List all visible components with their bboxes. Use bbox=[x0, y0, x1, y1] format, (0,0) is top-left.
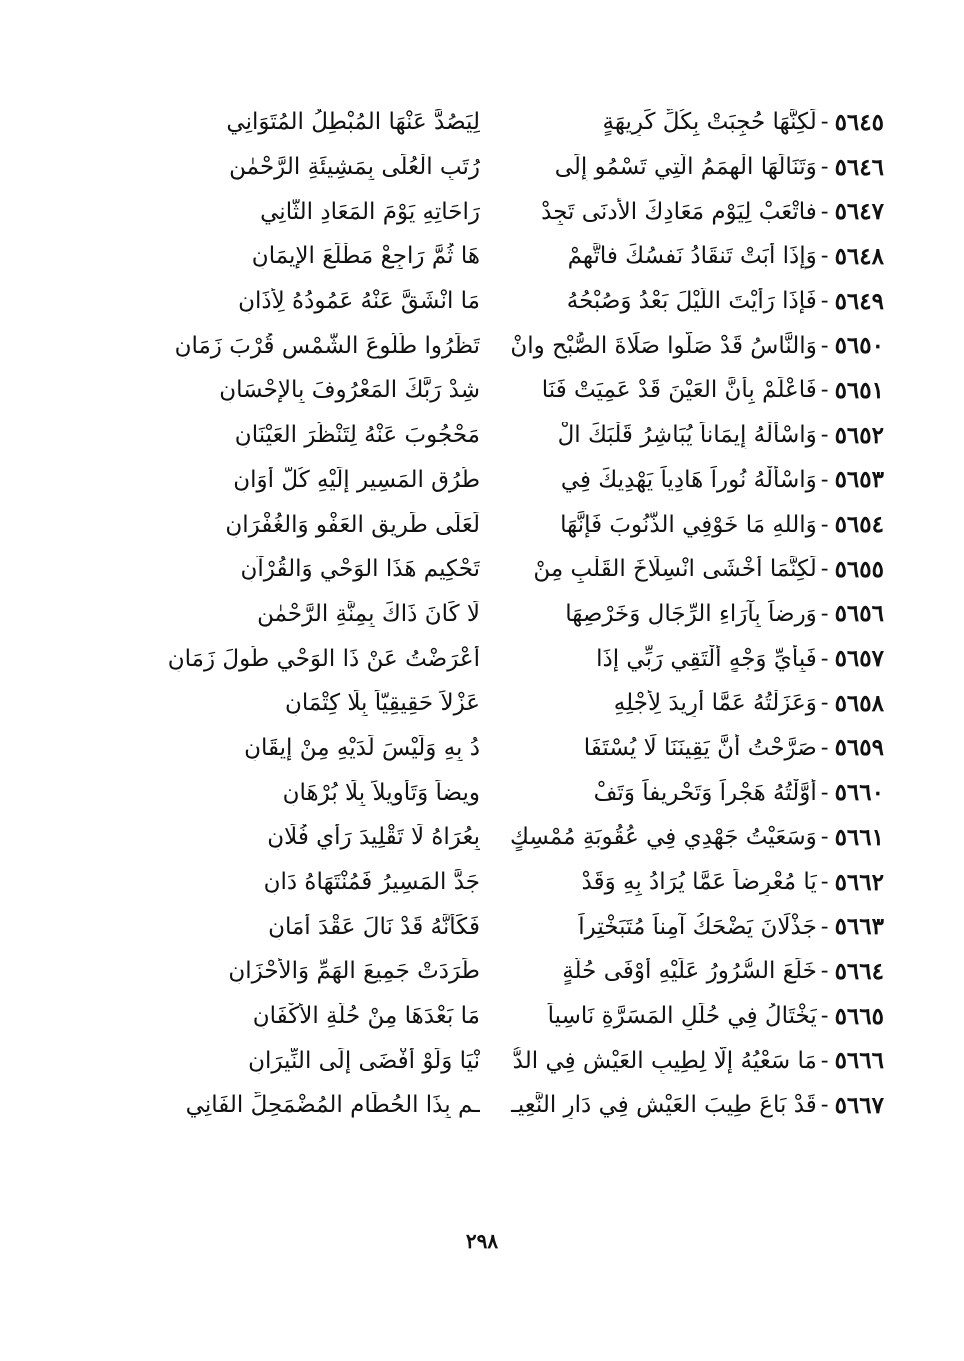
verse-row bbox=[80, 681, 884, 726]
verse-first-hemistich-text: وَإِذَا أَبَتْ تَنقَادُ نَفسُكَ فاتَّهِمْ bbox=[567, 243, 817, 270]
verse-row bbox=[80, 636, 884, 681]
verse-row bbox=[80, 860, 884, 905]
verse-second-hemistich: تَحْكِيمِ هَذَا الوَحْيِ وَالقُرْآنِ bbox=[240, 556, 480, 583]
verse-number: ٥٦٥٥ bbox=[834, 555, 884, 583]
verse-first-hemistich-text: وَالنَّاسُ قَدْ صَلَّوا صَلَاةَ الصُّبْحِ وانْ bbox=[510, 332, 817, 359]
verse-number: ٥٦٦١ bbox=[834, 823, 884, 851]
verse-second-hemistich: وِيضاً وَتَأْوِيلاً بِلَا بُرْهَانِ bbox=[282, 779, 480, 806]
verse-number-dash: - bbox=[820, 600, 829, 627]
verse-row bbox=[80, 592, 884, 637]
verse-number: ٥٦٥٣ bbox=[834, 466, 884, 494]
verse-number: ٥٦٥٦ bbox=[834, 600, 884, 628]
verse-row bbox=[80, 502, 884, 547]
verse-number: ٥٦٦٢ bbox=[834, 868, 884, 896]
verse-second-hemistich: مَا بَعْدَهَا مِنْ حُلَّةِ الأَكْفَانِ bbox=[252, 1003, 480, 1030]
verse-first-hemistich bbox=[480, 1092, 884, 1119]
verse-second-hemistich: هَا ثُمَّ رَاجِعْ مَطْلَعَ الإِيمَانِ bbox=[251, 243, 480, 270]
verse-row bbox=[80, 458, 884, 503]
verse-first-hemistich-text: يَخْتَالُ فِي حُلَلِ المَسَرَّةِ نَاسِياً bbox=[547, 1003, 817, 1030]
verse-number: ٥٦٥١ bbox=[834, 376, 884, 404]
verse-second-hemistich: لَعَلَى طَرِيقِ العَفْوِ وَالغُفْرَانِ bbox=[225, 511, 480, 538]
verse-row bbox=[80, 279, 884, 324]
verse-number: ٥٦٥٤ bbox=[834, 511, 884, 539]
verse-first-hemistich-text: جَذْلَانَ يَضْحَكُ آمِناً مُتَبَخْتِراً bbox=[578, 913, 817, 940]
verse-number-dash: - bbox=[820, 198, 829, 225]
verse-first-hemistich bbox=[480, 466, 884, 493]
verse-row bbox=[80, 994, 884, 1039]
verse-number: ٥٦٥٢ bbox=[834, 421, 884, 449]
verse-first-hemistich-text: لَكِنَّمَا أَخْشَى انْسِلَاخَ القَلْبِ مِنْ bbox=[533, 556, 817, 583]
verse-first-hemistich bbox=[480, 556, 884, 583]
verse-first-hemistich-text: وَعَزَلْتُهُ عَمَّا أُرِيدَ لِأَجْلِهِ bbox=[613, 690, 817, 717]
verse-first-hemistich-text: وَتَنَالَهَا الْهِمَمُ الَّتِي تَسْمُو إِلَى bbox=[554, 154, 817, 181]
verse-number-dash: - bbox=[820, 958, 829, 985]
verse-number-dash: - bbox=[820, 1092, 829, 1119]
verse-number: ٥٦٤٥ bbox=[834, 108, 884, 136]
verse-number: ٥٦٦٠ bbox=[834, 779, 884, 807]
verse-row bbox=[80, 413, 884, 458]
verse-row bbox=[80, 949, 884, 994]
verse-number-dash: - bbox=[820, 869, 829, 896]
verse-first-hemistich-text: فَاعْلَمْ بِأَنَّ العَيْنَ قَدْ عَمِيَتْ فَنَا bbox=[541, 377, 817, 404]
verse-first-hemistich-text: فَبِأَيِّ وَجْهٍ أَلْتَقِي رَبِّي إِذَا bbox=[596, 645, 817, 672]
verse-number-dash: - bbox=[820, 645, 829, 672]
verse-row bbox=[80, 145, 884, 190]
verse-first-hemistich bbox=[480, 913, 884, 940]
verse-number-dash: - bbox=[820, 734, 829, 761]
verse-number-dash: - bbox=[820, 779, 829, 806]
verse-first-hemistich bbox=[480, 332, 884, 359]
verse-number: ٥٦٤٧ bbox=[834, 198, 884, 226]
verse-number-dash: - bbox=[820, 466, 829, 493]
verse-row bbox=[80, 1083, 884, 1128]
verse-number: ٥٦٦٥ bbox=[834, 1002, 884, 1030]
verse-row bbox=[80, 547, 884, 592]
verse-first-hemistich-text: يَا مُعْرِضاً عَمَّا يُرَادُ بِهِ وَقَدْ bbox=[581, 869, 817, 896]
verse-row bbox=[80, 770, 884, 815]
verse-number: ٥٦٦٧ bbox=[834, 1091, 884, 1119]
verse-second-hemistich: أَعْرَضْتُ عَنْ ذَا الوَحْيِ طُولَ زَمَانِ bbox=[167, 645, 480, 672]
verse-row bbox=[80, 323, 884, 368]
verse-number-dash: - bbox=[820, 243, 829, 270]
verse-number-dash: - bbox=[820, 690, 829, 717]
verse-second-hemistich: عَزْلاً حَقِيقِيّاً بِلَا كِتْمَانِ bbox=[284, 690, 480, 717]
verse-second-hemistich: لِيَصُدَّ عَنْهَا المُبْطِلُ المُتَوَانِي bbox=[226, 109, 480, 136]
verse-first-hemistich bbox=[480, 734, 884, 761]
verse-number-dash: - bbox=[820, 1003, 829, 1030]
verse-number: ٥٦٦٤ bbox=[834, 957, 884, 985]
verse-first-hemistich bbox=[480, 869, 884, 896]
verse-row bbox=[80, 904, 884, 949]
verse-second-hemistich: تَظَرُوا طُلُوعَ الشَّمْسِ قُرْبَ زَمَانِ bbox=[174, 332, 480, 359]
verse-first-hemistich-text: فَإِذَا رَأَيْتَ اللَّيْلَ بَعْدُ وَصُبْحُهُ bbox=[566, 288, 817, 315]
verse-first-hemistich bbox=[480, 600, 884, 627]
verse-row bbox=[80, 234, 884, 279]
verse-row bbox=[80, 189, 884, 234]
verse-number-dash: - bbox=[820, 556, 829, 583]
verse-number: ٥٦٥٠ bbox=[834, 332, 884, 360]
verse-first-hemistich-text: وَاللهِ مَا خَوْفِي الذُّنُوبَ فَإِنَّهَا bbox=[560, 511, 817, 538]
verse-row bbox=[80, 368, 884, 413]
verse-second-hemistich: رَاحَاتِهِ يَوْمَ المَعَادِ الثَّانِي bbox=[260, 198, 480, 225]
verse-number-dash: - bbox=[820, 332, 829, 359]
verse-number: ٥٦٦٦ bbox=[834, 1047, 884, 1075]
page-number: ٢٩٨ bbox=[465, 1229, 499, 1253]
verse-second-hemistich: ـمِ بِذَا الحُطَامِ المُضْمَحِلِّ الفَانِي bbox=[185, 1092, 480, 1119]
verse-first-hemistich bbox=[480, 422, 884, 449]
verse-second-hemistich: طُرُقِ المَسِيرِ إِلَيْهِ كُلَّ أَوَانِ bbox=[233, 466, 480, 493]
verse-number: ٥٦٥٩ bbox=[834, 734, 884, 762]
verse-first-hemistich bbox=[480, 288, 884, 315]
verse-first-hemistich bbox=[480, 109, 884, 136]
verse-second-hemistich: جَدَّ المَسِيرُ فَمُنْتَهَاهُ دَانِ bbox=[263, 869, 480, 896]
verse-second-hemistich: رُتَبِ الْعُلَى بِمَشِيئَةِ الرَّحْمٰنِ bbox=[229, 154, 480, 181]
verse-row bbox=[80, 1038, 884, 1083]
verse-first-hemistich bbox=[480, 1047, 884, 1074]
verse-first-hemistich-text: أَوَّلْتُهُ هَجْراً وَتَحْرِيفاً وَتَفْ bbox=[593, 779, 817, 806]
verse-number: ٥٦٥٧ bbox=[834, 645, 884, 673]
verse-second-hemistich: شِدْ رَبَّكَ المَعْرُوفَ بِالإِحْسَانِ bbox=[219, 377, 480, 404]
verse-first-hemistich-text: فاتْعَبْ لِيَوْمِ مَعَادِكَ الأَدنَى تَجِدْ bbox=[541, 198, 817, 225]
verse-number-dash: - bbox=[820, 154, 829, 181]
verse-row bbox=[80, 726, 884, 771]
verse-first-hemistich-text: خَلَعَ السُّرُورُ عَلَيْهِ أَوْفَى حُلَّةٍ bbox=[562, 958, 817, 985]
verse-first-hemistich-text: وَاسْأَلْهُ إِيمَاناً يُبَاشِرُ قَلْبَكَ الْ bbox=[557, 422, 817, 449]
verse-first-hemistich bbox=[480, 645, 884, 672]
verse-second-hemistich: نْيَا وَلَوْ أَفْضَى إِلَى النِّيرَانِ bbox=[248, 1047, 480, 1074]
verse-second-hemistich: فَكَأَنَّهُ قَدْ نَالَ عَقْدَ أَمَانِ bbox=[268, 913, 480, 940]
verse-second-hemistich: لَا كَانَ ذَاكَ بِمِنَّةِ الرَّحْمٰنِ bbox=[257, 600, 480, 627]
verse-second-hemistich: بِعُرَاهُ لَا تَقْلِيدَ رَأْيِ فُلَانِ bbox=[267, 824, 480, 851]
verse-number-dash: - bbox=[820, 288, 829, 315]
verse-second-hemistich: طَرَدَتْ جَمِيعَ الهَمِّ وَالأَحْزَانِ bbox=[228, 958, 480, 985]
verse-first-hemistich bbox=[480, 690, 884, 717]
verse-first-hemistich bbox=[480, 377, 884, 404]
verse-first-hemistich bbox=[480, 198, 884, 225]
verse-second-hemistich: دُ بِهِ وَلَيْسَ لَدَيْهِ مِنْ إِيقَانِ bbox=[244, 734, 480, 761]
verse-second-hemistich: مَحْجُوبَ عَنْهُ لِتَنْظُرَ العَيْنَانِ bbox=[234, 422, 480, 449]
verse-first-hemistich-text: قَدْ بَاعَ طِيبَ العَيْشِ فِي دَارِ النَّعِيـ bbox=[511, 1092, 817, 1119]
verse-first-hemistich-text: وَرِضاً بِآرَاءِ الرِّجَالِ وَخَرْصِهَا bbox=[565, 600, 817, 627]
verse-number: ٥٦٤٨ bbox=[834, 242, 884, 270]
verse-first-hemistich-text: لَكِنَّهَا حُجِبَتْ بِكُلِّ كَرِيهَةٍ bbox=[602, 109, 817, 136]
verse-row bbox=[80, 815, 884, 860]
verse-number-dash: - bbox=[820, 824, 829, 851]
verse-first-hemistich bbox=[480, 243, 884, 270]
verse-number: ٥٦٤٦ bbox=[834, 153, 884, 181]
verse-first-hemistich-text: وَسَعَيْتُ جَهْدِي فِي عُقُوبَةِ مُمْسِكٍ bbox=[510, 824, 817, 851]
verse-first-hemistich bbox=[480, 511, 884, 538]
verse-first-hemistich-text: صَرَّحْتُ أَنَّ يَقِينَنَا لَا يُسْتَفَا bbox=[583, 734, 817, 761]
verse-list bbox=[80, 100, 884, 1128]
verse-first-hemistich bbox=[480, 154, 884, 181]
verse-second-hemistich: مَا انْشَقَّ عَنْهُ عَمُودُهُ لِأَذَانِ bbox=[238, 288, 480, 315]
verse-number-dash: - bbox=[820, 1047, 829, 1074]
verse-first-hemistich-text: مَا سَعْيُهُ إِلَّا لِطِيبِ العَيْشِ فِي الدُّ bbox=[512, 1047, 817, 1074]
verse-number: ٥٦٤٩ bbox=[834, 287, 884, 315]
verse-number-dash: - bbox=[820, 109, 829, 136]
verse-first-hemistich-text: وَاسْأَلْهُ نُوراً هَادِياً يَهْدِيكَ فِي bbox=[560, 466, 817, 493]
verse-number-dash: - bbox=[820, 511, 829, 538]
verse-number-dash: - bbox=[820, 913, 829, 940]
verse-number-dash: - bbox=[820, 377, 829, 404]
verse-first-hemistich bbox=[480, 824, 884, 851]
verse-row bbox=[80, 100, 884, 145]
verse-number: ٥٦٥٨ bbox=[834, 689, 884, 717]
verse-first-hemistich bbox=[480, 779, 884, 806]
verse-number-dash: - bbox=[820, 422, 829, 449]
verse-first-hemistich bbox=[480, 1003, 884, 1030]
verse-number: ٥٦٦٣ bbox=[834, 913, 884, 941]
verse-first-hemistich bbox=[480, 958, 884, 985]
